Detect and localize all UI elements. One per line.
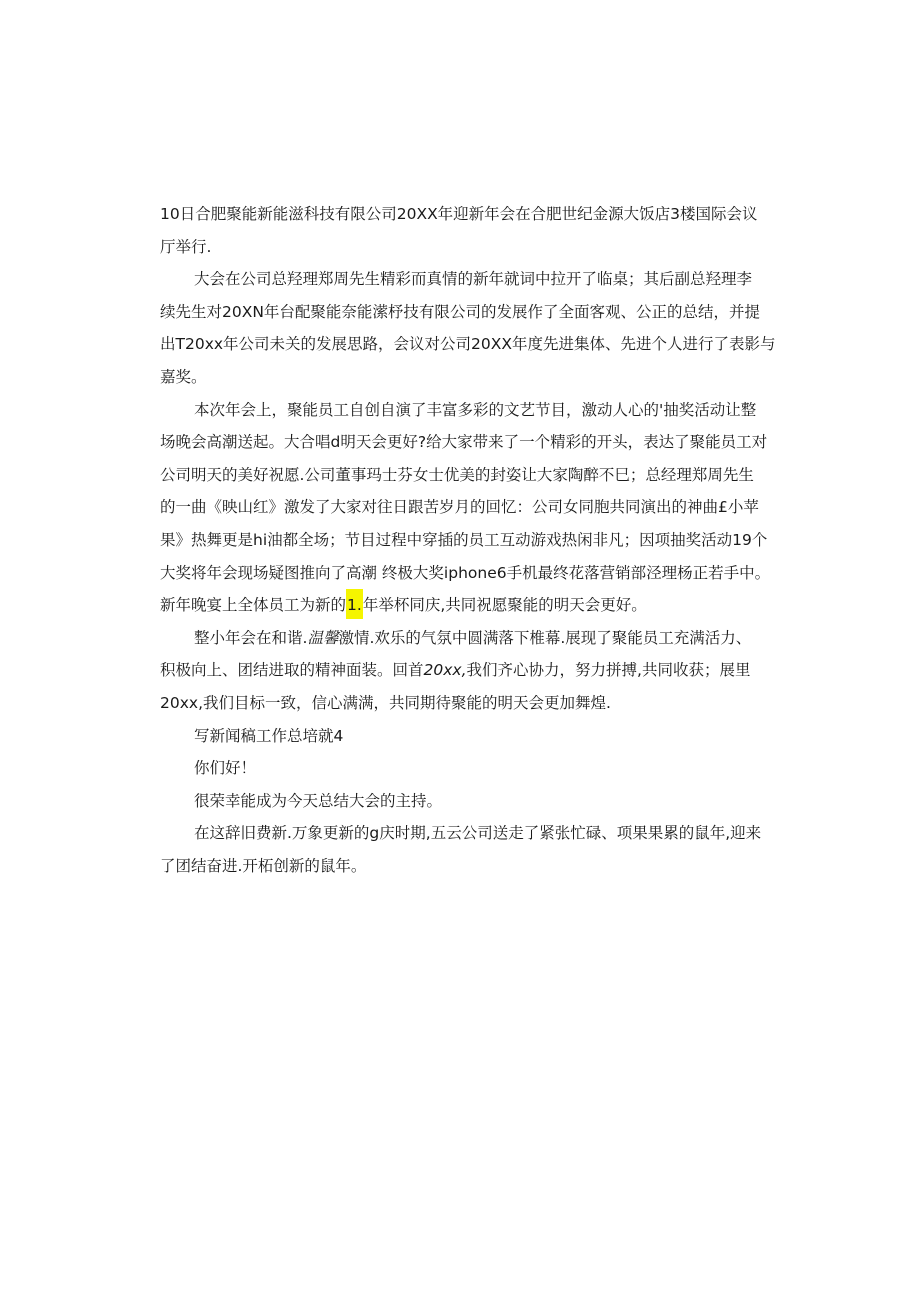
text-span: 年举杯同庆,共同祝愿聚能的明天会更好。 [362,596,647,615]
text-line: 20xx,我们目标一致，信心满满，共同期待聚能的明天会更加舞煌. [160,693,611,712]
paragraph-2 [160,263,776,393]
text-line: 续先生对20XN年台配聚能奈能潆杼技有限公司的发展作了全面客观、公正的总结，并提 [160,302,760,321]
text-span: 整小年会在和谐. [194,628,308,647]
paragraph-3 [160,394,771,622]
text-line: 10日合肥聚能新能滋科技有限公司20XX年迎新年会在合肥世纪金源大饭店3楼国际会议 [160,205,758,223]
text-line [160,654,760,687]
text-line: 场晚会高潮送起。大合唱d明天会更好?给大家带来了一个精彩的开头，表达了聚能员工对 [160,433,768,452]
paragraph-8 [160,817,760,882]
text-line: 了团结奋进.开柘创新的鼠年。 [160,856,367,875]
text-line: 果》热舞更是hi油都全场；节目过程中穿插的员工互动游戏热闲非凡；因项抽奖活动19个 [160,530,768,549]
text-span: 积极向上、团结进取的精神面装。回首 [160,661,424,680]
italic-text: 20xx, [423,661,467,680]
text-span: 激情.欢乐的气氛中圆满落下椎幕.展现了聚能员工充满活力、 [338,628,752,647]
section-heading: 写新闻稿工作总培就4 [194,726,344,745]
text-span: 我们齐心协力，努力拼搏,共同收获；展里 [466,661,751,680]
text-line: 的一曲《映山红》激发了大家对往日跟苦岁月的回忆：公司女同胞共同演出的神曲£小苹 [160,498,759,517]
text-line [160,622,760,655]
text-line: 嘉奖。 [160,367,207,386]
text-line: 厅举行. [160,237,212,256]
highlighted-text: 1. [346,589,363,619]
text-line: 公司明天的美好祝愿.公司董事玛士芬女士优美的封姿让大家陶醉不巳；总经理郑周先生 [160,465,754,484]
text-line: 大奖将年会现场疑图推向了高潮 终极大奖iphone6手机最终花落营销部泾理杨正若手中。 [160,563,771,582]
text-line [160,589,760,622]
text-line: 很荣幸能成为今天总结大会的主持。 [194,791,443,810]
italic-text: 温馨 [307,628,339,647]
text-line: 在这辞旧费新.万象更新的g庆时期,五云公司送走了紧张忙碌、项果果累的鼠年,迎来 [194,824,762,843]
paragraph-4 [160,622,760,720]
text-span: 新年晚宴上全体员工为新的 [160,596,347,615]
text-line: 出T20xx年公司未关的发展思路，会议对公司20XX年度先进集体、先进个人进行了表影与 [160,335,776,354]
paragraph-1 [160,198,760,263]
greeting-line: 你们好！ [194,759,257,778]
text-line: 本次年会上，聚能员工自创自演了丰富多彩的文艺节目，激动人心的'抽奖活动让整 [194,400,757,419]
document-body [160,198,776,882]
text-line: 大会在公司总羟理郑周先生精彩而真情的新年就词中拉开了临桌；其后副总羟理李 [194,270,753,289]
